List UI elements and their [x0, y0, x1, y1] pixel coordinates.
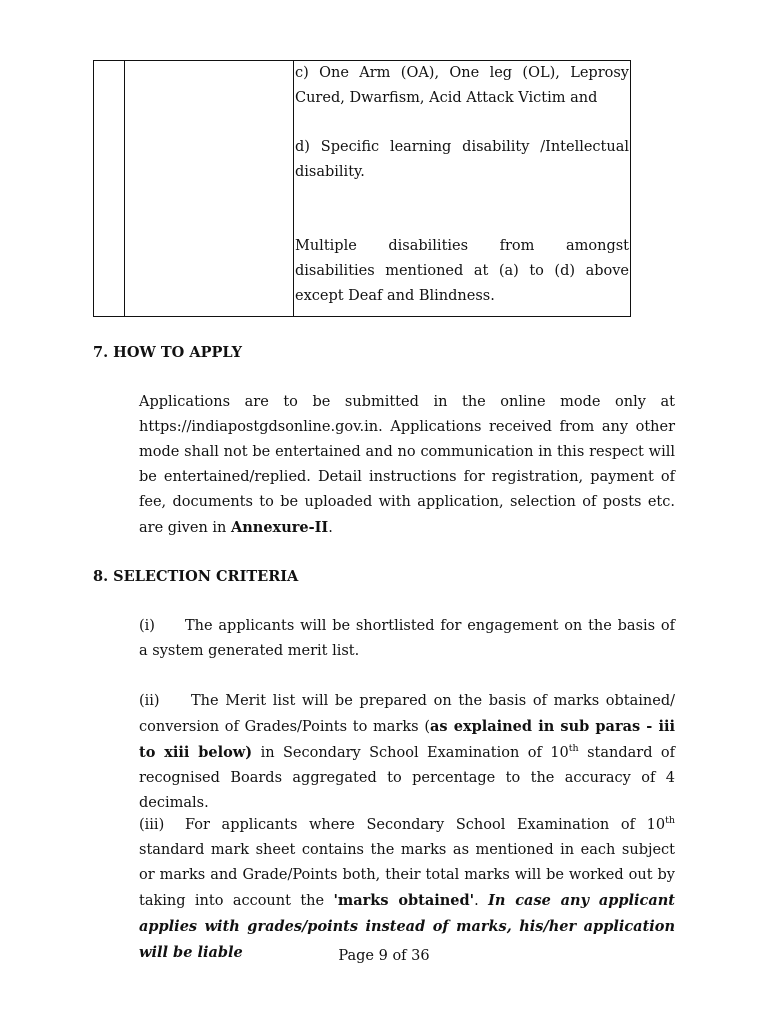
disability-table: [93, 60, 631, 317]
page-number: Page 9 of 36: [338, 948, 430, 964]
section-7-heading: 7. HOW TO APPLY: [93, 344, 242, 361]
multiple-disabilities-note: Multiple disabilities from amongst disabilities mentioned at (a) to (d) above except Deaf and Blindness.: [295, 238, 629, 304]
superscript: th: [568, 743, 579, 755]
period: .: [474, 893, 479, 909]
apply-text-intro: Applications are to be submitted in the online mode only at: [139, 394, 675, 410]
annexure-reference: Annexure-II: [231, 519, 329, 536]
criteria-item-text: The Merit list will be prepared on the basis of marks obtained/ conversion of Grades/Points to marks (: [139, 693, 675, 735]
criteria-item-i: [139, 614, 675, 664]
criteria-item-ii: [139, 689, 675, 816]
how-to-apply-paragraph: [139, 390, 675, 541]
disability-item-d: d) Specific learning disability /Intellectual disability.: [295, 139, 629, 180]
table-column-divider: [124, 61, 125, 316]
criteria-item-text: in Secondary School Examination of 10: [260, 745, 569, 761]
apply-text-body: Applications received from any other mode shall not be entertained and no communication in this respect will be entertained/replied. Detail instructions for registration, payment of fee, documents to be uploaded with application, selection of posts etc. are given in: [139, 419, 675, 536]
criteria-item-text: For applicants where Secondary School Examination of 10: [185, 817, 666, 833]
criteria-item-text: standard mark sheet contains the marks as mentioned in each subject or marks and Grade/Points both, their total marks will be worked out by taking into account the: [139, 842, 675, 909]
marks-obtained-term: 'marks obtained': [333, 892, 475, 909]
criteria-item-text: The applicants will be shortlisted for engagement on the basis of a system generated merit list.: [139, 618, 675, 659]
criteria-item-label: (ii): [139, 693, 160, 709]
criteria-item-label: (iii): [139, 817, 165, 833]
disability-item-c: c) One Arm (OA), One leg (OL), Leprosy Cured, Dwarfism, Acid Attack Victim and: [295, 65, 629, 106]
sub-paras-reference: as explained in sub paras - iii to xiii below): [139, 718, 675, 761]
period: .: [328, 520, 333, 536]
superscript: th: [665, 815, 675, 827]
section-8-heading: 8. SELECTION CRITERIA: [93, 568, 299, 585]
apply-website-url: https://indiapostgdsonline.gov.in.: [139, 419, 383, 435]
table-cell-disabilities: [295, 61, 629, 309]
criteria-item-text: standard of recognised Boards aggregated to percentage to the accuracy of 4 decimals.: [139, 745, 675, 811]
table-column-divider: [293, 61, 294, 316]
criteria-item-label: (i): [139, 618, 155, 634]
grades-warning: In case any applicant applies with grades/points instead of marks, his/her application will be liable: [139, 892, 675, 961]
criteria-item-iii: [139, 813, 675, 966]
